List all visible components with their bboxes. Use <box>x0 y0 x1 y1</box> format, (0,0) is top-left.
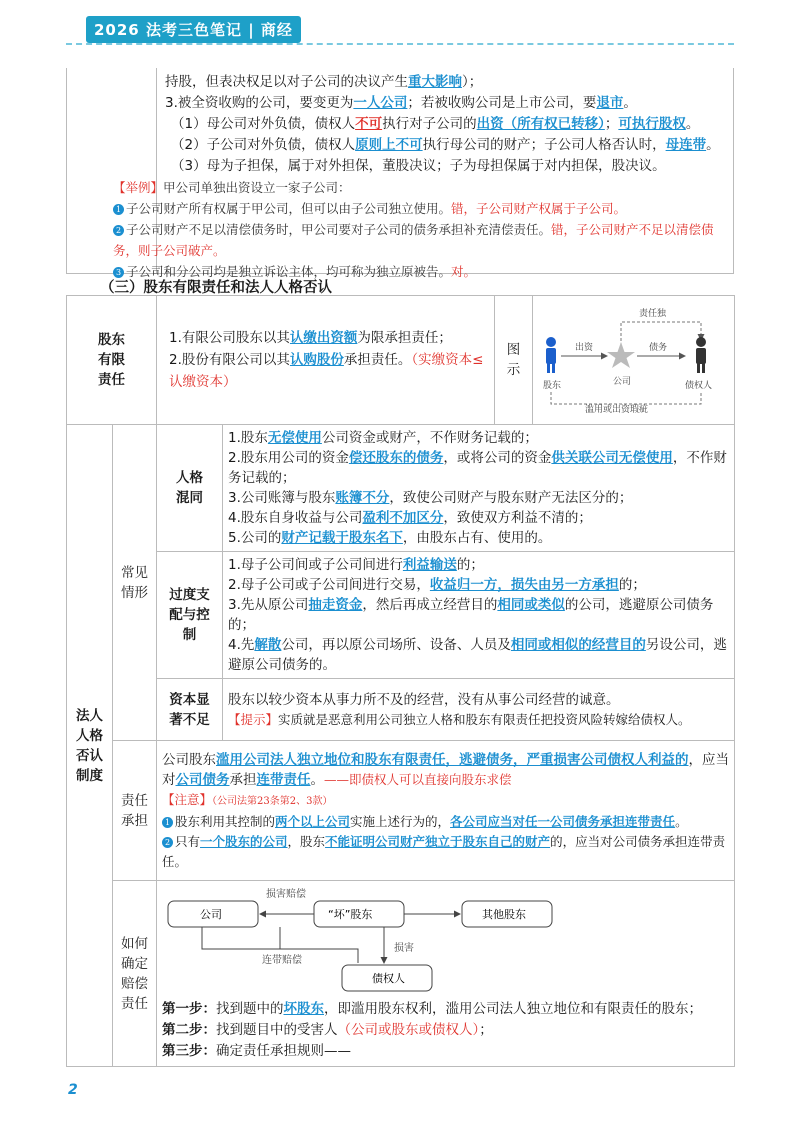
svg-text:损害赔偿: 损害赔偿 <box>266 889 306 900</box>
diagram-label: 图示 <box>495 296 533 425</box>
shareholder-person-icon <box>546 337 556 373</box>
step-2: 第二步：找到题目中的受害人（公司或股东或债权人）； <box>162 1022 493 1038</box>
control-content: 1.母子公司间或子公司间进行利益输送的； 2.母子公司或子公司间进行交易，收益归一方，损失由另一方承担的； 3.先从原公司抽走资金，然后再成立经营目的相同或类似的公司，逃避原公司债务的； 4.先解散公司，再以原公司场所、设备、人员及相同或相似的经营目的另设公司，逃避原公司债务的。 <box>223 552 735 679</box>
number-3-icon: 3 <box>113 267 124 278</box>
cont-line-5: （3）母为子担保，属于对外担保，董股决议；子为母担保属于对内担保，股决议。 <box>171 158 666 174</box>
continuation-body <box>113 72 727 282</box>
cont-line-1: 持股，但表决权足以对子公司的决议产生重大影响）； <box>165 74 483 90</box>
svg-text:连带赔偿: 连带赔偿 <box>262 955 302 966</box>
diagram-bottom-label: 滥用或出资瑕疵 <box>585 405 649 415</box>
limited-liability-content: 1.有限公司股东以其认缴出资额为限承担责任； 2.股份有限公司以其认购股份承担责任。（实缴资本≤认缴资本） <box>157 296 495 425</box>
svg-text:股东: 股东 <box>543 381 562 391</box>
limited-liability-label: 股东有限责任 <box>67 296 157 425</box>
liability-diagram-svg <box>535 298 731 416</box>
mixing-content: 1.股东无偿使用公司资金或财产，不作财务记载的； 2.股东用公司的资金偿还股东的债务，或将公司的资金供关联公司无偿使用，不作财务记载的； 3.公司账簿与股东账簿不分，致使公司财产与股东财产无法区分的； 4.股东自身收益与公司盈利不加区分，致使双方利益不清的； 5.公司的财产记载于股东名下，由股东占有、使用的。 <box>223 425 735 552</box>
howto-content <box>157 881 735 1067</box>
number-2-icon: 2 <box>113 225 124 236</box>
example-item-1: 1 子公司财产所有权属于甲公司，但可以由子公司独立使用。错，子公司财产权属于子公司。 <box>113 198 727 219</box>
cont-line-2: 3.被全资收购的公司，要变更为一人公司；若被收购公司是上市公司，要退市。 <box>165 95 637 111</box>
svg-text:债权人: 债权人 <box>685 381 713 391</box>
control-label: 过度支配与控制 <box>157 552 223 679</box>
liability-label: 责任承担 <box>113 741 157 881</box>
number-2-icon: 2 <box>162 837 173 848</box>
step-3: 第三步：确定责任承担规则—— <box>162 1043 351 1059</box>
limited-liability-diagram <box>533 296 735 425</box>
mixing-row <box>67 425 735 552</box>
step-1: 第一步：找到题中的坏股东，即滥用股东权利，滥用公司法人独立地位和有限责任的股东； <box>162 1001 702 1017</box>
svg-text:债权人: 债权人 <box>372 972 405 985</box>
common-cases-label: 常见情形 <box>113 425 157 741</box>
svg-text:出资: 出资 <box>575 343 594 353</box>
page-header <box>66 10 734 46</box>
undercap-row <box>67 679 735 741</box>
example-item-3: 3 子公司和分公司均是独立诉讼主体，均可称为独立原被告。对。 <box>113 261 727 282</box>
number-1-icon: 1 <box>113 204 124 215</box>
number-1-icon: 1 <box>162 817 173 828</box>
example-item-2: 2 子公司财产不足以清偿债务时，甲公司要对子公司的债务承担补充清偿责任。错，子公司财产不足以清偿债务，则子公司破产。 <box>113 222 714 258</box>
compensation-diagram-svg <box>162 885 582 993</box>
example-intro: 【举例】甲公司单独出资设立一家子公司： <box>113 180 351 195</box>
creditor-person-icon <box>696 337 706 373</box>
cont-line-3: （1）母公司对外负债，债权人不可执行对子公司的出资（所有权已转移）；可执行股权。 <box>171 116 700 132</box>
control-row <box>67 552 735 679</box>
liability-row <box>67 741 735 881</box>
svg-text:“坏”股东: “坏”股东 <box>328 908 373 921</box>
liability-content: 公司股东滥用公司法人独立地位和股东有限责任，逃避债务，严重损害公司债权人利益的，应当对公司债务承担连带责任。——即债权人可以直接向股东求偿 【注意】（公司法第23条第2、3款） 1 股东利用其控制的两个以上公司实施上述行为的，各公司应当对任一公司债务承担连带责任。 2 只有一个股东的公司，股东不能证明公司财产独立于股东自己的财产的，应当对公司债务承担连带责任。 <box>157 741 735 881</box>
undercap-content: 股东以较少资本从事力所不及的经营，没有从事公司经营的诚意。 【提示】实质就是恶意利用公司独立人格和股东有限责任把投资风险转嫁给债权人。 <box>223 679 735 741</box>
svg-text:损害: 损害 <box>394 943 414 954</box>
section-title: （三）股东有限责任和法人人格否认 <box>100 280 332 296</box>
piercing-label: 法人人格否认制度 <box>67 425 113 1067</box>
undercap-label: 资本显著不足 <box>157 679 223 741</box>
header-title: 2026 法考三色笔记 | 商经 <box>86 16 301 43</box>
limited-liability-row <box>67 296 735 425</box>
continuation-block <box>66 68 734 279</box>
main-table <box>66 295 735 1067</box>
header-divider <box>66 43 734 45</box>
howto-row <box>67 881 735 1067</box>
svg-text:债务: 债务 <box>649 343 668 353</box>
svg-text:公司: 公司 <box>613 377 632 387</box>
howto-label: 如何确定赔偿责任 <box>113 881 157 1067</box>
cont-line-4: （2）子公司对外负债，债权人原则上不可执行母公司的财产；子公司人格否认时，母连带。 <box>171 137 720 153</box>
svg-text:其他股东: 其他股东 <box>482 908 526 921</box>
mixing-label: 人格混同 <box>157 425 223 552</box>
company-star-icon <box>607 342 635 368</box>
page-number: 2 <box>68 1082 78 1098</box>
diagram-top-label: 责任独 <box>639 309 667 319</box>
svg-text:公司: 公司 <box>200 908 222 921</box>
